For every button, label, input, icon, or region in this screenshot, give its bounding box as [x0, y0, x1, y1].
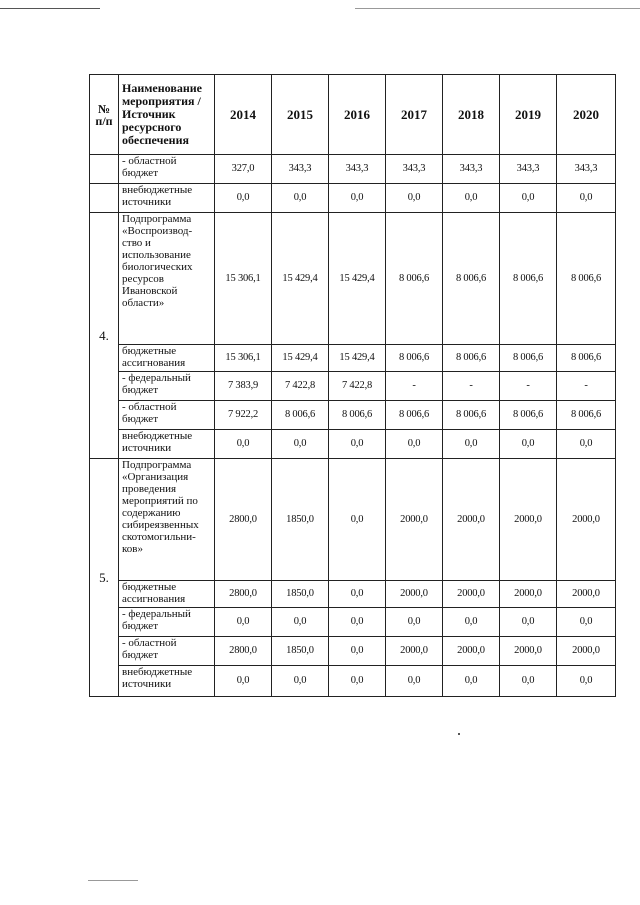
row-value: 0,0	[443, 666, 500, 697]
table-row	[90, 213, 616, 345]
row-value: 7 422,8	[329, 372, 386, 401]
row-value: 8 006,6	[500, 213, 557, 345]
row-value: 8 006,6	[557, 401, 616, 430]
row-value: 1850,0	[272, 581, 329, 608]
row-value: 0,0	[329, 430, 386, 459]
row-value: 0,0	[215, 608, 272, 637]
row-value: 8 006,6	[386, 401, 443, 430]
row-value: 0,0	[329, 581, 386, 608]
row-label: Подпрограмма «Воспроизвод-ство и использование биологических ресурсов Ивановской области»	[119, 213, 215, 345]
table-row	[90, 401, 616, 430]
table-row	[90, 608, 616, 637]
row-value: -	[557, 372, 616, 401]
table-row	[90, 666, 616, 697]
row-value: 2000,0	[443, 581, 500, 608]
row-value: 0,0	[557, 608, 616, 637]
header-year: 2016	[329, 75, 386, 155]
row-value: 0,0	[215, 666, 272, 697]
scan-artifact-dot	[458, 733, 460, 735]
table-row	[90, 459, 616, 581]
row-value: 8 006,6	[329, 401, 386, 430]
row-value: 8 006,6	[443, 345, 500, 372]
header-year: 2018	[443, 75, 500, 155]
row-value: 2000,0	[443, 459, 500, 581]
row-value: 15 429,4	[272, 213, 329, 345]
row-value: 0,0	[500, 430, 557, 459]
row-value: 1850,0	[272, 459, 329, 581]
row-value: 0,0	[557, 184, 616, 213]
row-value: 0,0	[329, 184, 386, 213]
row-value: 2800,0	[215, 637, 272, 666]
row-label: - областной бюджет	[119, 155, 215, 184]
row-value: 8 006,6	[272, 401, 329, 430]
row-value: 2000,0	[500, 459, 557, 581]
row-value: 343,3	[386, 155, 443, 184]
row-value: 8 006,6	[500, 345, 557, 372]
scan-artifact-bottom	[88, 880, 138, 881]
table-row	[90, 345, 616, 372]
row-value: 2000,0	[386, 581, 443, 608]
row-value: 0,0	[329, 459, 386, 581]
row-value: 0,0	[215, 184, 272, 213]
row-value: 2800,0	[215, 581, 272, 608]
row-value: 7 922,2	[215, 401, 272, 430]
row-value: 2000,0	[557, 581, 616, 608]
header-year: 2014	[215, 75, 272, 155]
table-body	[90, 155, 616, 697]
row-label: бюджетные ассигнования	[119, 345, 215, 372]
row-value: 0,0	[329, 637, 386, 666]
row-value: 343,3	[272, 155, 329, 184]
row-value: 8 006,6	[443, 213, 500, 345]
row-label: - федеральный бюджет	[119, 372, 215, 401]
row-number: 4.	[90, 213, 119, 459]
row-value: 8 006,6	[386, 213, 443, 345]
header-row	[90, 75, 616, 155]
row-value: 8 006,6	[557, 213, 616, 345]
row-value: 343,3	[329, 155, 386, 184]
row-label: - областной бюджет	[119, 401, 215, 430]
row-value: 2000,0	[557, 459, 616, 581]
row-value: 0,0	[329, 608, 386, 637]
row-label: внебюджетные источники	[119, 184, 215, 213]
row-value: 0,0	[443, 430, 500, 459]
row-number-empty	[90, 155, 119, 184]
table-row	[90, 637, 616, 666]
scan-artifact-top-left	[0, 8, 100, 9]
row-value: 15 429,4	[329, 345, 386, 372]
row-value: 2000,0	[500, 637, 557, 666]
row-value: 15 429,4	[329, 213, 386, 345]
row-value: 0,0	[443, 184, 500, 213]
row-value: 0,0	[272, 430, 329, 459]
header-year: 2017	[386, 75, 443, 155]
row-value: 7 422,8	[272, 372, 329, 401]
row-value: 0,0	[443, 608, 500, 637]
row-value: 343,3	[443, 155, 500, 184]
row-value: 0,0	[557, 666, 616, 697]
row-value: -	[386, 372, 443, 401]
row-value: 0,0	[500, 666, 557, 697]
row-value: 0,0	[329, 666, 386, 697]
row-value: 0,0	[215, 430, 272, 459]
row-value: 0,0	[272, 608, 329, 637]
row-value: 2000,0	[557, 637, 616, 666]
row-number: 5.	[90, 459, 119, 697]
row-value: 0,0	[500, 184, 557, 213]
table-row	[90, 581, 616, 608]
row-value: 0,0	[386, 608, 443, 637]
row-value: 0,0	[386, 184, 443, 213]
row-value: 343,3	[500, 155, 557, 184]
row-value: 1850,0	[272, 637, 329, 666]
table-row	[90, 372, 616, 401]
row-value: 0,0	[386, 666, 443, 697]
row-value: -	[500, 372, 557, 401]
row-value: 0,0	[272, 666, 329, 697]
table-row	[90, 430, 616, 459]
header-year: 2015	[272, 75, 329, 155]
row-value: 15 429,4	[272, 345, 329, 372]
row-value: 343,3	[557, 155, 616, 184]
row-number-empty	[90, 184, 119, 213]
table-row	[90, 155, 616, 184]
row-value: 2000,0	[500, 581, 557, 608]
table-row	[90, 184, 616, 213]
row-label: внебюджетные источники	[119, 666, 215, 697]
row-value: 8 006,6	[386, 345, 443, 372]
row-value: 327,0	[215, 155, 272, 184]
row-value: 2000,0	[443, 637, 500, 666]
row-label: - федеральный бюджет	[119, 608, 215, 637]
row-value: 8 006,6	[557, 345, 616, 372]
row-value: -	[443, 372, 500, 401]
header-year: 2019	[500, 75, 557, 155]
scan-artifact-top-right	[355, 8, 640, 9]
row-label: - областной бюджет	[119, 637, 215, 666]
row-label: внебюджетные источники	[119, 430, 215, 459]
row-value: 2800,0	[215, 459, 272, 581]
row-value: 0,0	[272, 184, 329, 213]
header-year: 2020	[557, 75, 616, 155]
row-value: 0,0	[386, 430, 443, 459]
row-value: 0,0	[557, 430, 616, 459]
row-value: 8 006,6	[443, 401, 500, 430]
row-value: 15 306,1	[215, 345, 272, 372]
row-label: Подпрограмма «Организация проведения мероприятий по содержанию сибиреязвенных скотомогильни-ков»	[119, 459, 215, 581]
header-name: Наименование мероприятия / Источник ресурсного обеспечения	[119, 75, 215, 155]
row-value: 2000,0	[386, 637, 443, 666]
row-value: 15 306,1	[215, 213, 272, 345]
row-value: 7 383,9	[215, 372, 272, 401]
header-num: № п/п	[90, 75, 119, 155]
row-label: бюджетные ассигнования	[119, 581, 215, 608]
row-value: 8 006,6	[500, 401, 557, 430]
budget-table	[89, 74, 616, 697]
row-value: 2000,0	[386, 459, 443, 581]
row-value: 0,0	[500, 608, 557, 637]
